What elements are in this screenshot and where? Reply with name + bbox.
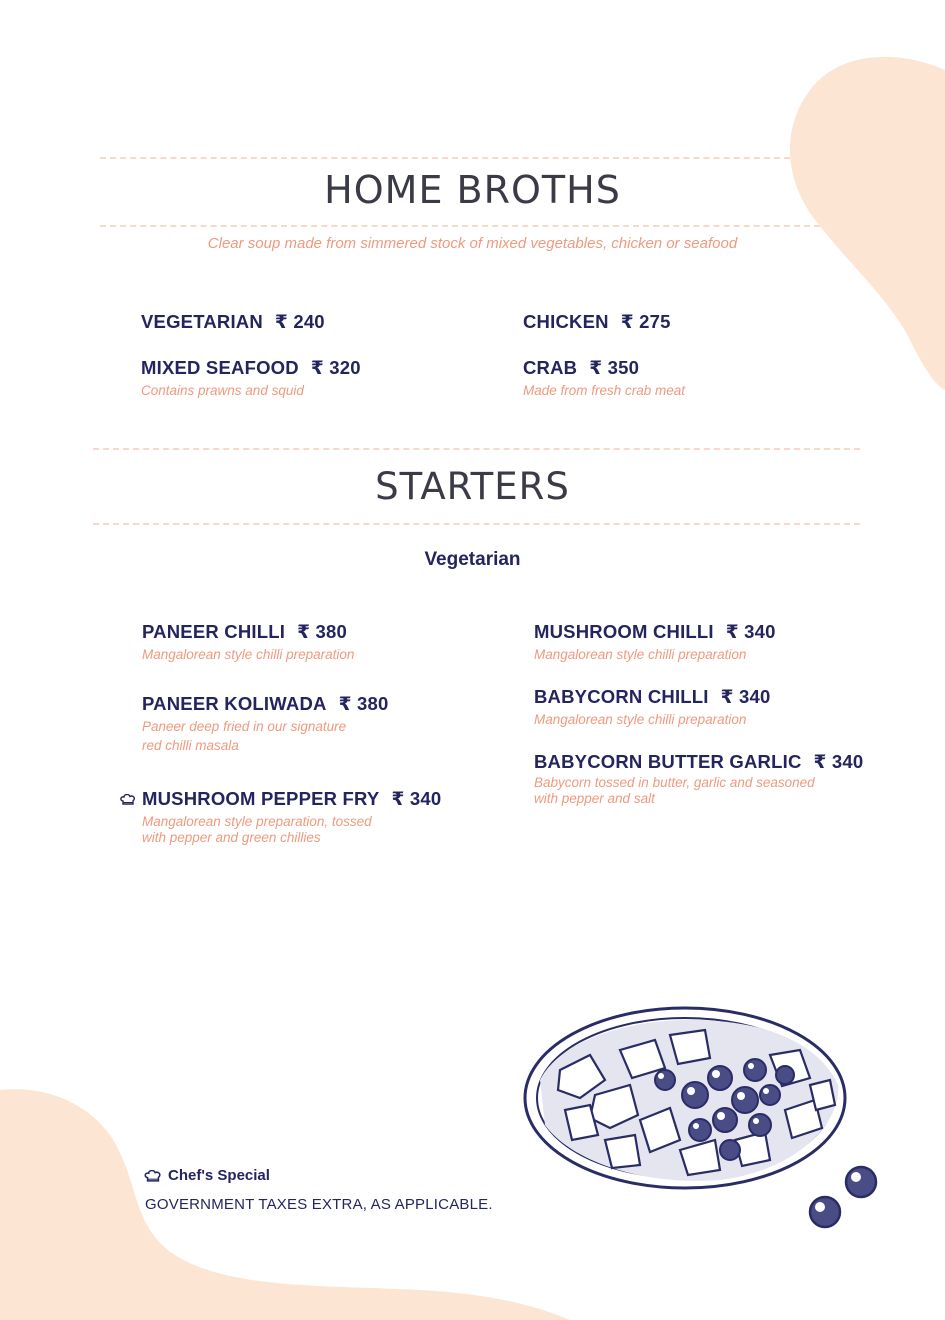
item-description-line-2: with pepper and salt [534, 791, 655, 806]
divider-top [100, 157, 790, 159]
menu-item-babycorn-butter-garlic [534, 751, 863, 807]
category-vegetarian: Vegetarian [424, 549, 521, 570]
item-name: MIXED SEAFOOD [141, 357, 299, 378]
item-price: ₹ 340 [725, 621, 776, 642]
item-description-line-2: with pepper and green chillies [142, 830, 321, 845]
menu-item-babycorn-chilli [534, 686, 771, 729]
item-name: VEGETARIAN [141, 311, 263, 332]
chef-hat-icon [120, 794, 136, 806]
chefs-special-legend [144, 1167, 270, 1184]
item-name: BABYCORN CHILLI [534, 686, 709, 707]
menu-item-mushroom-pepper-fry [142, 788, 441, 846]
menu-item-chicken [523, 311, 671, 333]
item-name: CRAB [523, 357, 578, 378]
item-description: Made from fresh crab meat [523, 383, 686, 398]
item-description: Mangalorean style chilli preparation [534, 712, 747, 727]
taxes-note: GOVERNMENT TAXES EXTRA, AS APPLICABLE. [145, 1196, 493, 1213]
menu-item-crab [523, 357, 685, 400]
item-name: PANEER CHILLI [142, 621, 286, 642]
menu-item-vegetarian [141, 311, 325, 333]
item-name: MUSHROOM CHILLI [534, 621, 714, 642]
item-price: ₹ 380 [338, 693, 389, 714]
menu-item-mushroom-chilli [534, 621, 776, 664]
item-description-line-1: Mangalorean style preparation, tossed [142, 814, 372, 829]
item-price: ₹ 240 [274, 311, 325, 332]
item-price: ₹ 340 [391, 788, 442, 809]
top-right-blob [780, 50, 945, 390]
item-description: Contains prawns and squid [141, 383, 304, 398]
item-description-line-2: red chilli masala [142, 738, 239, 753]
section-title-starters: STARTERS [375, 465, 570, 508]
item-description: Mangalorean style chilli preparation [534, 647, 747, 662]
item-price: ₹ 340 [813, 751, 864, 772]
item-name: PANEER KOLIWADA [142, 693, 327, 714]
divider-below-home-broths [100, 225, 820, 227]
item-name: BABYCORN BUTTER GARLIC [534, 751, 802, 772]
home-broths-subtitle: Clear soup made from simmered stock of mixed vegetables, chicken or seafood [207, 235, 738, 252]
divider-below-starters [93, 523, 860, 525]
legend-label: Chef's Special [168, 1167, 270, 1184]
item-description: Mangalorean style chilli preparation [142, 647, 355, 662]
divider-above-starters [93, 448, 860, 450]
menu-item-paneer-chilli [142, 621, 354, 664]
item-description-line-1: Paneer deep fried in our signature [142, 719, 347, 734]
menu-item-mixed-seafood [141, 357, 361, 400]
item-price: ₹ 380 [297, 621, 347, 642]
item-name: CHICKEN [523, 311, 609, 332]
chef-hat-icon [144, 1170, 162, 1183]
item-price: ₹ 320 [310, 357, 361, 378]
item-description-line-1: Babycorn tossed in butter, garlic and seasoned [534, 775, 815, 790]
food-bowl-illustration [520, 1000, 890, 1235]
menu-item-paneer-koliwada [142, 693, 388, 755]
item-price: ₹ 350 [589, 357, 640, 378]
section-title-home-broths: HOME BROTHS [324, 168, 621, 212]
item-price: ₹ 275 [620, 311, 671, 332]
item-name: MUSHROOM PEPPER FRY [142, 788, 380, 809]
item-price: ₹ 340 [720, 686, 771, 707]
